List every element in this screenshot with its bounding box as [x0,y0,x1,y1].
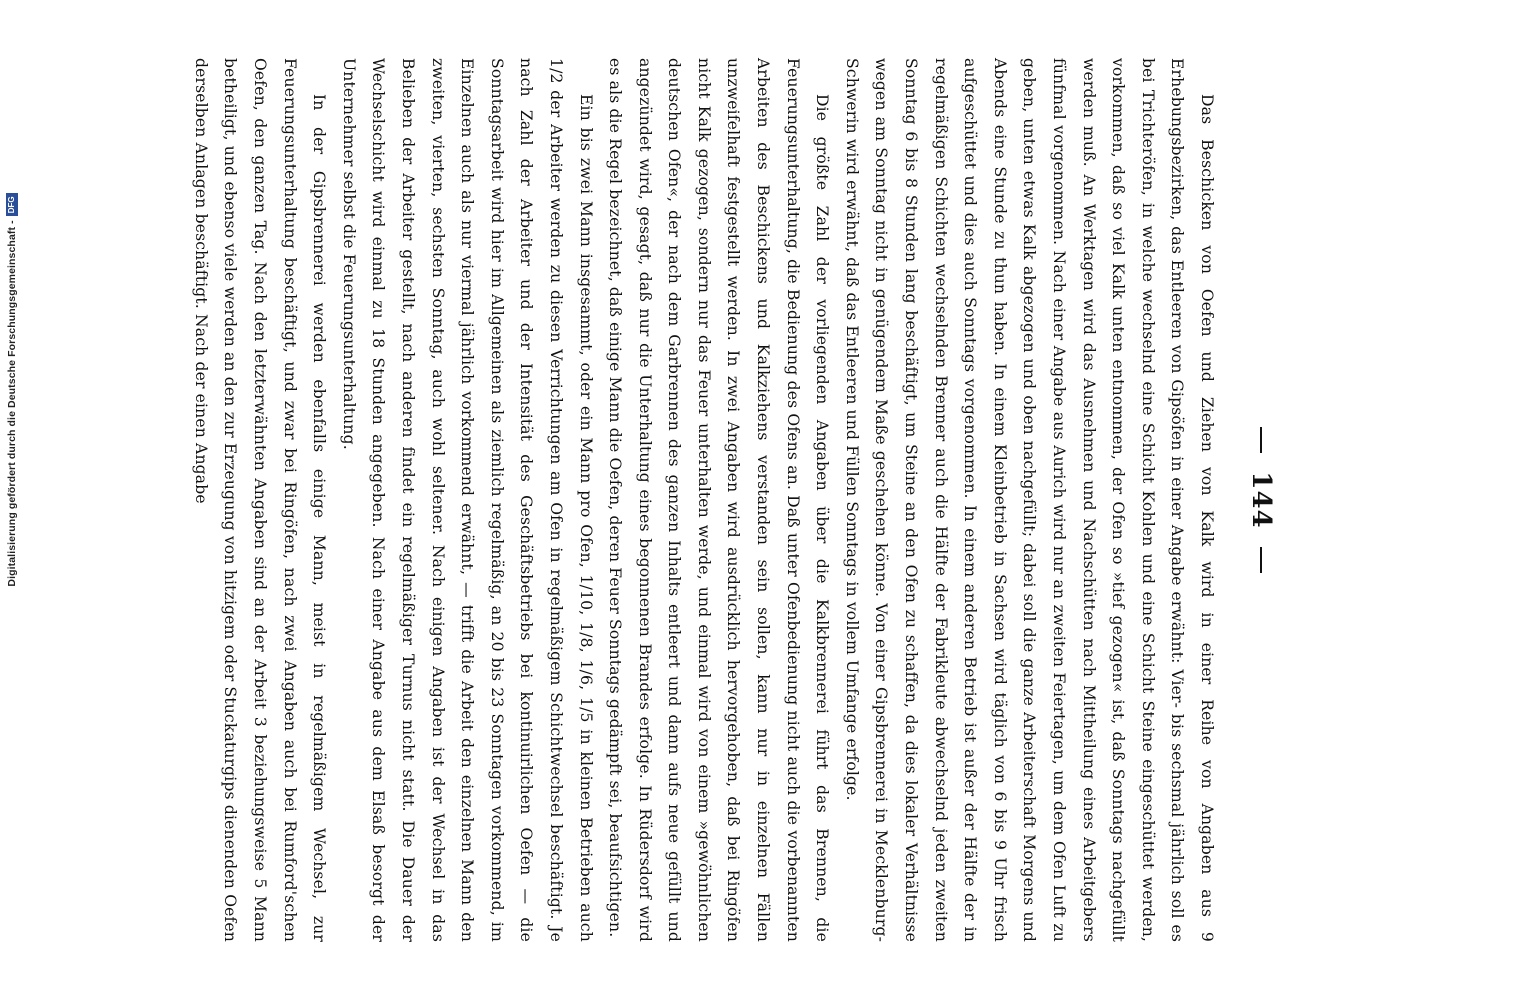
paragraph: Das Beschicken von Oefen und Ziehen von Kalk wird in einer Reihe von Angaben aus 9 Erhebungsbezirken, das Entleeren von Gipsöfen in einer Angabe erwähnt: Vier- bis sechsmal jährlich soll es bei Trichteröfen, in welche wechselnd eine Schicht Kohlen und eine Schicht Steine eingeschüttet werden, vorkommen, daß so viel Kalk unten entnommen, der Ofen so »tief gezogen« ist, daß Sonntags nachgefüllt werden muß. An Werktagen wird das Ausnehmen und Nachschütten nach Mittheilung eines Arbeitgebers fünfmal vorgenommen. Nach einer Angabe aus Aurich wird nur an zweiten Feiertagen, um dem Ofen Luft zu geben, unten etwas Kalk abgezogen und oben nachgefüllt; dabei soll die ganze Arbeiterschaft Morgens und Abends eine Stunde zu thun haben. In einem Kleinbetrieb in Sachsen wird täglich von 6 bis 9 Uhr frisch aufgeschüttet und dies auch Sonntags vorgenommen. In einem anderen Betrieb ist außer der Hälfte der in regelmäßigen Schichten wechselnden Brenner auch die Hälfte der Fabrikleute abwechselnd jeden zweiten Sonntag 6 bis 8 Stunden lang beschäftigt, um Steine an den Ofen zu schaffen, da dies lokaler Verhältnisse wegen am Sonntag nicht in genügendem Maße geschehen könne. Von einer Gipsbrennerei in Mecklenburg-Schwerin wird erwähnt, daß das Entleeren und Füllen Sonntags in vollem Umfange erfolge. [842,58,1216,942]
body-text [185,0,1231,1000]
dfg-logo: DFG [6,193,18,216]
paragraph: Die größte Zahl der vorliegenden Angaben über die Kalkbrennerei führt das Brennen, die Feuerungsunterhaltung, die Bedienung des Ofens an. Daß unter Ofenbedienung nicht auch die vorbenannten Arbeiten des Beschickens und Kalkziehens verstanden sein sollen, kann nur in einzelnen Fällen unzweifelhaft festgestellt werden. In zwei Angaben wird ausdrücklich hervorgehoben, daß bei Ringöfen nicht Kalk gezogen, sondern nur das Feuer unterhalten werde, und einmal wird von einem »gewöhnlichen deutschen Ofen«, der nach dem Garbrennen des ganzen Inhalts entleert und dann aufs neue gefüllt und angezündet wird, gesagt, daß nur die Unterhaltung eines begonnenen Brandes erfolge. In Rüdersdorf wird es als die Regel bezeichnet, daß einige Mann die Oefen, deren Feuer Sonntags gedämpft sei, beaufsichtigen. [606,58,832,942]
header-dash-left [1260,427,1262,453]
document-page [20,0,1513,1000]
page-number: 144 [1246,471,1276,529]
page-header [1231,0,1297,1000]
header-dash-right [1260,547,1262,573]
credit-text: Digitalisierung gefördert durch die Deutsche Forschungsgemeinschaft - [6,220,18,587]
paragraph: Ein bis zwei Mann insgesammt, oder ein Mann pro Ofen, 1/10, 1/8, 1/6, 1/5 in kleinen Betrieben auch 1/2 der Arbeiter werden zu diesen Verrichtungen am Ofen in regelmäßigem Schichtwechsel beschäftigt. Je nach Zahl der Arbeiter und der Intensität des Geschäftsbetriebs bei kontinuirlichen Oefen — die Sonntagsarbeit wird hier im Allgemeinen als ziemlich regelmäßig, an 20 bis 23 Sonntagen vorkommend, im Einzelnen auch als nur viermal jährlich vorkommend erwähnt, — trifft die Arbeit den einzelnen Mann den zweiten, vierten, sechsten Sonntag, auch wohl seltener. Nach einigen Angaben ist der Wechsel in das Belieben der Arbeiter gestellt, nach anderen findet ein regelmäßiger Turnus nicht statt. Die Dauer der Wechselschicht wird einmal zu 18 Stunden angegeben. Nach einer Angabe aus dem Elsaß besorgt der Unternehmer selbst die Feuerungsunterhaltung. [339,58,595,942]
paragraph: In der Gipsbrennerei werden ebenfalls einige Mann, meist in regelmäßigem Wechsel, zur Feuerungsunterhaltung beschäftigt, und zwar bei Ringöfen, nach zwei Angaben auch bei Rumford'schen Oefen, den ganzen Tag. Nach den letzterwähnten Angaben sind an der Arbeit 3 beziehungsweise 5 Mann betheiligt, und ebenso viele werden an den zur Erzeugung von hitzigem oder Stuckaturgips dienenden Oefen derselben Anlagen beschäftigt. Nach der einen Angabe [191,58,329,942]
